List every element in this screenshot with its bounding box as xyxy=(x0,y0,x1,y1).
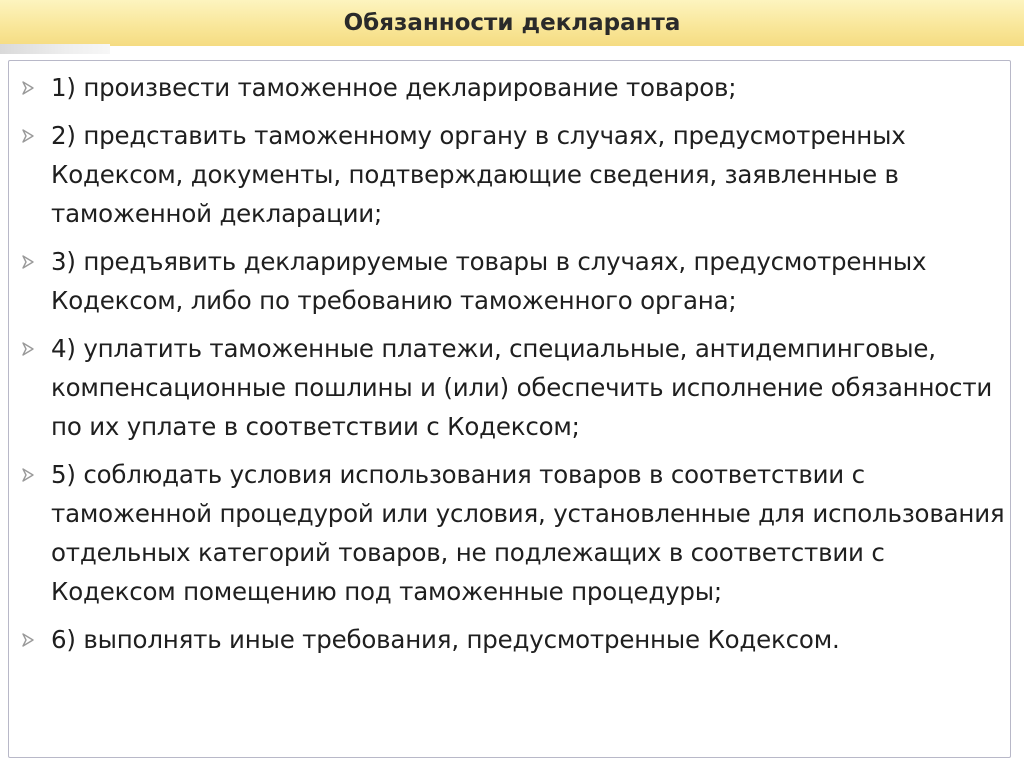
arrow-bullet-icon xyxy=(20,128,36,144)
list-item-5 xyxy=(20,455,1010,611)
list-item-text: 5) соблюдать условия использования товаров в соответствии с таможенной процедурой или условия, установленные для использования отдельных категорий товаров, не подлежащих в соответствии с Кодексом помещению под таможенные процедуры; xyxy=(51,460,1005,606)
list-item-text: 4) уплатить таможенные платежи, специальные, антидемпинговые, компенсационные пошлины и (или) обеспечить исполнение обязанности по их уплате в соответствии с Кодексом; xyxy=(51,334,993,441)
list-item-6 xyxy=(20,620,1010,659)
slide-title: Обязанности декларанта xyxy=(343,10,681,36)
list-item-3 xyxy=(20,242,1010,320)
list-item-1 xyxy=(20,68,1010,107)
list-item-text: 1) произвести таможенное декларирование товаров; xyxy=(51,73,737,102)
list-item-2 xyxy=(20,116,1010,233)
duties-list xyxy=(20,68,1010,668)
arrow-bullet-icon xyxy=(20,341,36,357)
arrow-bullet-icon xyxy=(20,80,36,96)
list-item-text: 2) представить таможенному органу в случаях, предусмотренных Кодексом, документы, подтверждающие сведения, заявленные в таможенной декларации; xyxy=(51,121,906,228)
arrow-bullet-icon xyxy=(20,254,36,270)
list-item-text: 3) предъявить декларируемые товары в случаях, предусмотренных Кодексом, либо по требованию таможенного органа; xyxy=(51,247,927,315)
list-item-text: 6) выполнять иные требования, предусмотренные Кодексом. xyxy=(51,625,840,654)
list-item-4 xyxy=(20,329,1010,446)
arrow-bullet-icon xyxy=(20,632,36,648)
arrow-bullet-icon xyxy=(20,467,36,483)
